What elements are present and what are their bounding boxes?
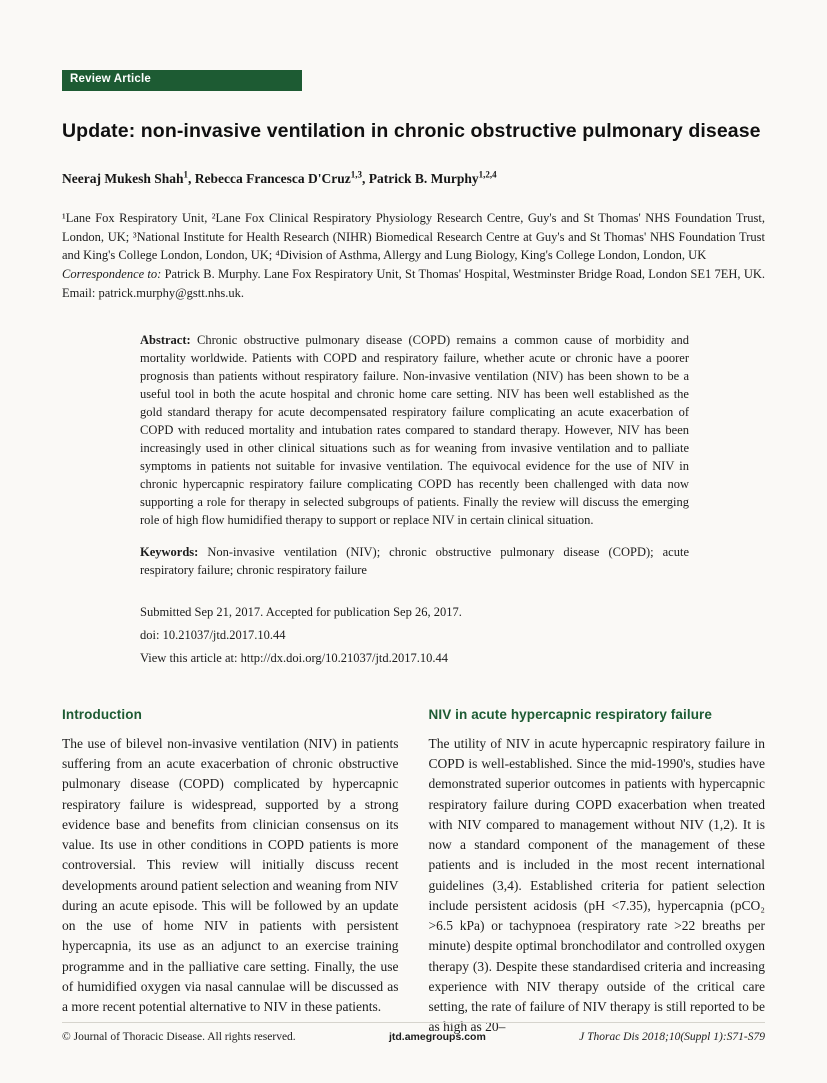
author-affiliation-marker: 1,3: [350, 169, 362, 180]
submission-dates: Submitted Sep 21, 2017. Accepted for publication Sep 26, 2017.: [140, 604, 462, 619]
author-affiliation-marker: 1: [183, 169, 189, 180]
authors-line: Neeraj Mukesh Shah$^1$, Rebecca Francesca D'Cruz$^{1,3}$, Patrick B. Murphy$^{1,2,4}$: [62, 169, 497, 186]
keywords: [140, 543, 689, 579]
author-affiliation-marker: 1,2,4: [478, 169, 497, 180]
citation-reference: J Thorac Dis 2018;10(Suppl 1):S71-S79: [579, 1031, 765, 1043]
section-heading-niv-acute: NIV in acute hypercapnic respiratory failure: [428, 706, 712, 722]
section-heading-introduction: Introduction: [62, 706, 142, 722]
abstract-text: Chronic obstructive pulmonary disease (COPD) remains a common cause of morbidity and mortality worldwide. Patients with COPD and respiratory failure, whether acute or chronic have a poorer prognosis than patients without respiratory failure. Non-invasive ventilation (NIV) has been shown to be a useful tool in both the acute hospital and chronic home care setting. NIV has been well established as the gold standard therapy for acute decompensated respiratory failure complicating an acute exacerbation of COPD with reduced mortality and intubation rates compared to standard therapy. However, NIV has been increasingly used in other clinical situations such as for weaning from invasive ventilation and to palliate symptoms in patients not suitable for invasive ventilation. The equivocal evidence for the use of NIV in chronic hypercapnic respiratory failure complicating COPD has recently been challenged with data now supporting a role for therapy in selected subgroups of patients. Finally the review will discuss the emerging role of high flow humidified therapy to support or replace NIV in certain clinical situation.: [140, 332, 689, 527]
journal-website: jtd.amegroups.com: [388, 1031, 486, 1043]
front-matter: [62, 209, 765, 303]
author-name: Neeraj Mukesh Shah: [62, 170, 184, 186]
copyright-notice: © Journal of Thoracic Disease. All rights reserved.: [62, 1031, 296, 1043]
keywords-text: Non-invasive ventilation (NIV); chronic obstructive pulmonary disease (COPD); acute respiratory failure; chronic respiratory failure: [140, 544, 689, 577]
two-column-body: [62, 707, 765, 1038]
correspondence: [62, 265, 765, 303]
author-name: Patrick B. Murphy: [368, 170, 479, 186]
introduction-paragraph: The use of bilevel non-invasive ventilation (NIV) in patients suffering from an acute exacerbation of chronic obstructive pulmonary disease (COPD) complicated by hypercapnic respiratory failure is widespread, supported by a strong evidence base and benefits from clinician consensus on its value. Its use in other conditions in COPD patients is more controversial. This review will initially discuss recent developments around patient selection and weaning from NIV during an acute episode. This will be followed by an update on the use of home NIV in patients with persistent hypercapnia, its use as an adjunct to an exercise training programme and in the palliative care setting. Finally, the use of humidified oxygen via nasal cannulae will be discussed as a more recent potential alternative to NIV in these patients.: [62, 735, 399, 1015]
niv-acute-paragraph: The utility of NIV in acute hypercapnic respiratory failure in COPD is well-established. Since the mid-1990's, studies have demonstrated superior outcomes in patients with hypercapnic respiratory failure during COPD exacerbation when treated with NIV compared to management without NIV (1,2). It is now a standard component of the management of these patients and is included in the most recent international guidelines (3,4). Established criteria for patient selection include persistent acidosis (pH <7.35), hypercapnia (pCO₂ >6.5 kPa) or tachypnoea (respiratory rate >22 breaths per minute) despite optimal bronchodilator and controlled oxygen therapy (3). Despite these standardised criteria and increasing experience with NIV therapy outside of the critical care setting, the rate of failure of NIV therapy is still reported to be as high as 20–: [428, 735, 765, 1035]
right-column: [429, 707, 766, 1038]
abstract-block: [140, 331, 689, 667]
article-title: Update: non-invasive ventilation in chronic obstructive pulmonary disease: [62, 119, 761, 142]
doi-line: doi: 10.21037/jtd.2017.10.44: [140, 627, 286, 642]
correspondence-label: Correspondence to:: [62, 267, 162, 282]
abstract-label: Abstract:: [140, 332, 191, 347]
page-footer: [62, 1022, 765, 1043]
article-type-label: Review Article: [70, 73, 151, 85]
keywords-label: Keywords:: [140, 544, 199, 559]
article-meta: [140, 603, 689, 667]
author-name: Rebecca Francesca D'Cruz: [194, 170, 351, 186]
article-type-badge: [62, 70, 302, 91]
affiliations: ¹Lane Fox Respiratory Unit, ²Lane Fox Clinical Respiratory Physiology Research Centre, Guy's and St Thomas' NHS Foundation Trust, London, UK; ³National Institute for Health Research (NIHR) Biomedical Research Centre at Guy's and St Thomas' NHS Foundation Trust and King's College London, London, UK; ⁴Division of Asthma, Allergy and Lung Biology, King's College London, London, UK: [62, 210, 765, 263]
correspondence-text: Patrick B. Murphy. Lane Fox Respiratory Unit, St Thomas' Hospital, Westminster Bridge Road, London SE1 7EH, UK. Email: patrick.murphy@gstt.nhs.uk.: [62, 267, 766, 300]
left-column: [62, 707, 399, 1038]
abstract: [140, 331, 689, 529]
view-article-link-line: View this article at: http://dx.doi.org/10.21037/jtd.2017.10.44: [140, 650, 449, 665]
